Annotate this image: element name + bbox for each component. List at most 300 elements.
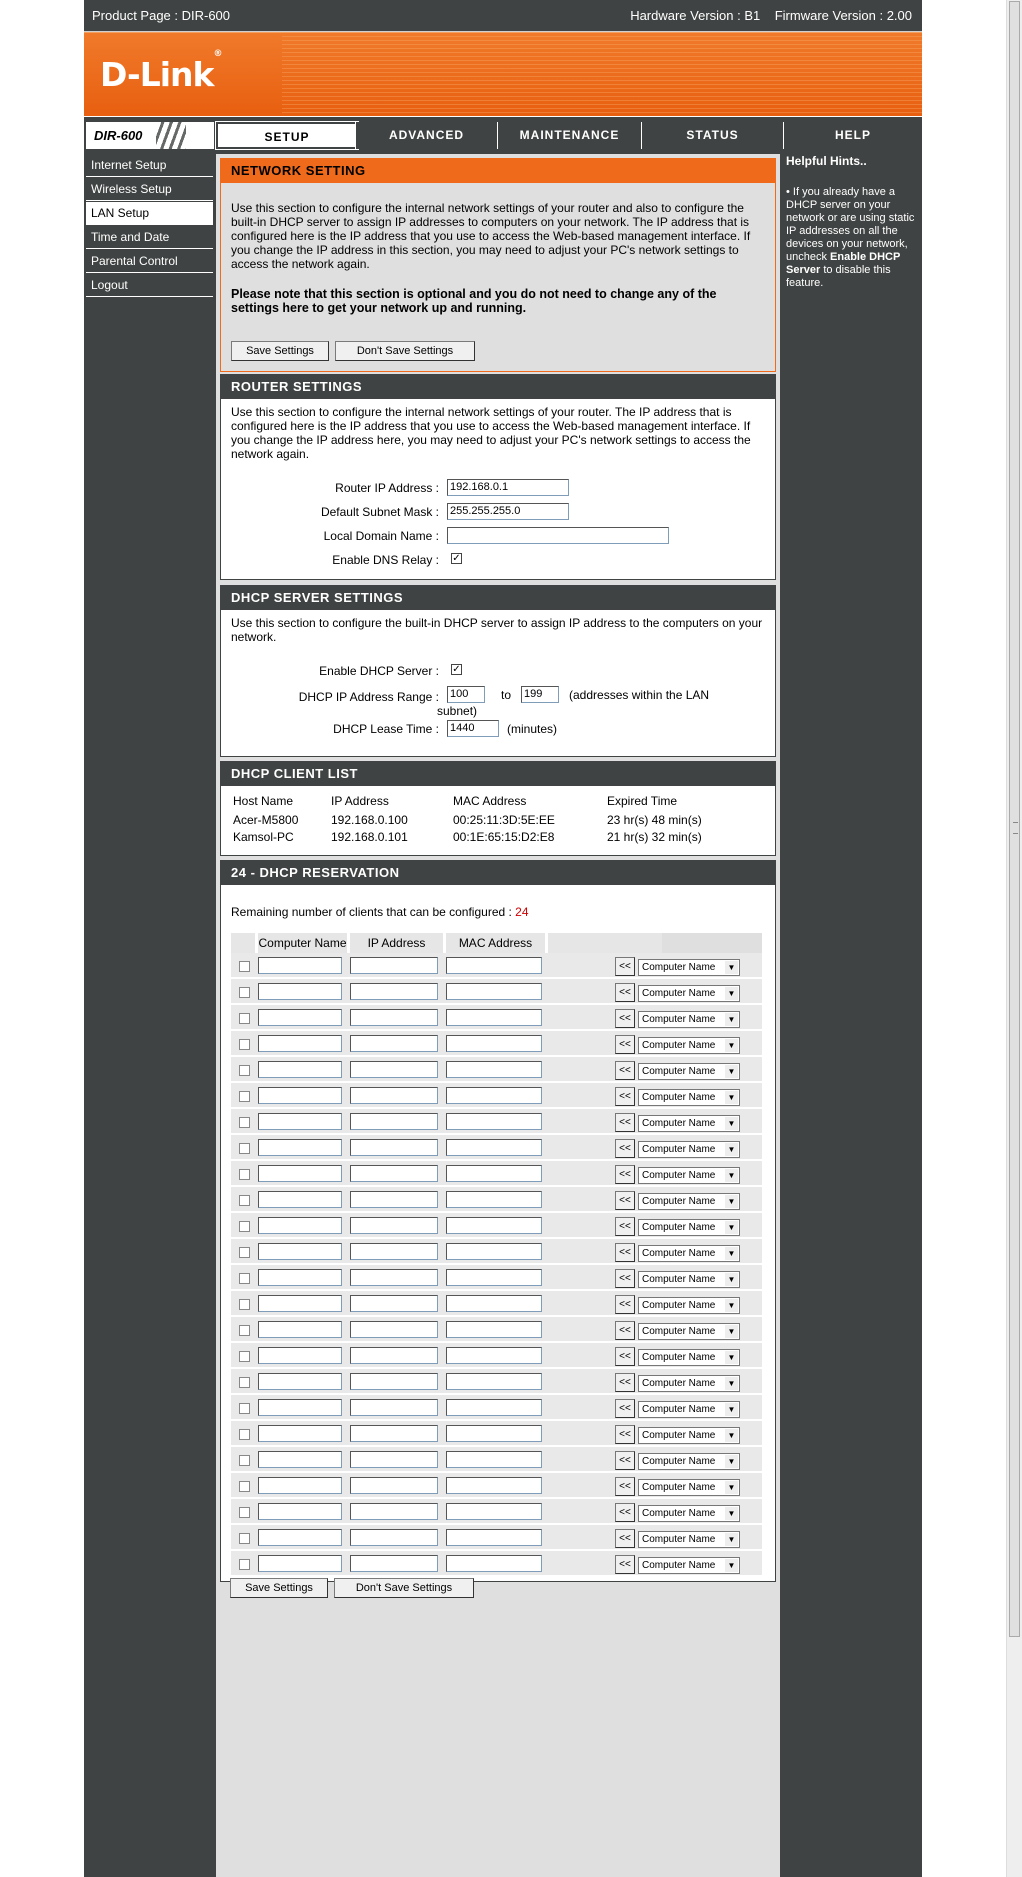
computer-name-select-value: Computer Name (642, 1144, 716, 1155)
dlink-logo: D-Link® (100, 49, 222, 94)
reservation-computer-name-input[interactable] (258, 1191, 342, 1208)
router-ip-label: Router IP Address : (335, 481, 439, 495)
reservation-row (231, 1265, 762, 1291)
computer-name-select[interactable] (638, 1297, 740, 1314)
dont-save-settings-button-bottom[interactable]: Don't Save Settings (334, 1578, 474, 1598)
reservation-computer-name-input[interactable] (258, 1451, 342, 1468)
computer-name-select[interactable] (638, 1505, 740, 1522)
dns-relay-checkbox[interactable]: ✓ (452, 553, 461, 564)
reservation-row (231, 1473, 762, 1499)
reservation-enable-checkbox[interactable] (239, 1429, 250, 1440)
dhcp-server-title: DHCP SERVER SETTINGS (221, 586, 775, 610)
chevron-down-icon: ▼ (725, 1013, 738, 1026)
reservation-enable-checkbox[interactable] (239, 1247, 250, 1258)
vertical-scrollbar[interactable] (1006, 0, 1022, 1877)
chevron-down-icon: ▼ (725, 1507, 738, 1520)
dont-save-settings-button-top[interactable]: Don't Save Settings (335, 341, 475, 361)
lease-time-unit: (minutes) (507, 722, 558, 736)
reservation-row (231, 979, 762, 1005)
chevron-down-icon: ▼ (725, 1403, 738, 1416)
reservation-row (231, 1291, 762, 1317)
dhcp-range-to: to (501, 688, 512, 702)
subnet-mask-label: Default Subnet Mask : (320, 505, 439, 519)
sidebar-item-parental-control[interactable]: Parental Control (86, 250, 213, 273)
reservation-computer-name-input[interactable] (258, 1555, 342, 1572)
reservation-mac-input[interactable] (446, 1373, 542, 1390)
reservation-row (231, 1109, 762, 1135)
scrollbar-grip (1013, 822, 1018, 834)
version-info (630, 8, 912, 23)
chevron-down-icon: ▼ (725, 1273, 738, 1286)
computer-name-select-value: Computer Name (642, 1014, 716, 1025)
reservation-col-mac: MAC Address (446, 933, 548, 953)
computer-name-select-value: Computer Name (642, 1196, 716, 1207)
computer-name-select[interactable] (638, 1245, 740, 1262)
computer-name-select-value: Computer Name (642, 1092, 716, 1103)
computer-name-select-value: Computer Name (642, 1508, 716, 1519)
copy-arrow-button[interactable]: << (615, 1035, 635, 1054)
client-row-2-ip: 192.168.0.101 (331, 830, 408, 844)
reservation-mac-input[interactable] (446, 1217, 542, 1234)
reservation-row (231, 1395, 762, 1421)
copy-arrow-button[interactable]: << (615, 1217, 635, 1236)
dhcp-range-label: DHCP IP Address Range : (298, 690, 439, 704)
dhcp-range-end-input[interactable]: 199 (521, 686, 559, 703)
computer-name-select-value: Computer Name (642, 1118, 716, 1129)
enable-dhcp-label: Enable DHCP Server : (319, 664, 439, 678)
remaining-clients-label: Remaining number of clients that can be configured : (231, 905, 516, 919)
reservation-enable-checkbox[interactable] (239, 1169, 250, 1180)
sidebar-item-lan-setup[interactable]: LAN Setup (86, 202, 213, 225)
reservation-mac-input[interactable] (446, 1061, 542, 1078)
dhcp-client-list-section (220, 761, 776, 856)
copy-arrow-button[interactable]: << (615, 1243, 635, 1262)
reservation-row (231, 1213, 762, 1239)
chevron-down-icon: ▼ (725, 1377, 738, 1390)
client-row-1-mac: 00:25:11:3D:5E:EE (453, 813, 555, 827)
reservation-enable-checkbox[interactable] (239, 1403, 250, 1414)
copy-arrow-button[interactable]: << (615, 1191, 635, 1210)
reservation-ip-input[interactable] (350, 1087, 438, 1104)
reservation-ip-input[interactable] (350, 1035, 438, 1052)
reservation-computer-name-input[interactable] (258, 1425, 342, 1442)
chevron-down-icon: ▼ (725, 1325, 738, 1338)
dns-relay-label: Enable DNS Relay : (332, 553, 439, 567)
tab-maintenance[interactable]: MAINTENANCE (497, 122, 641, 149)
reservation-mac-input[interactable] (446, 1555, 542, 1572)
computer-name-select-value: Computer Name (642, 1482, 716, 1493)
sidebar-item-internet-setup[interactable]: Internet Setup (86, 154, 213, 177)
reservation-row (231, 1421, 762, 1447)
client-col-ip: IP Address (331, 794, 389, 808)
computer-name-select[interactable] (638, 1271, 740, 1288)
computer-name-select[interactable] (638, 1531, 740, 1548)
chevron-down-icon: ▼ (725, 1533, 738, 1546)
computer-name-select[interactable] (638, 1219, 740, 1236)
reservation-enable-checkbox[interactable] (239, 1039, 250, 1050)
chevron-down-icon: ▼ (725, 987, 738, 1000)
reservation-computer-name-input[interactable] (258, 1373, 342, 1390)
reservation-table-header (231, 933, 762, 953)
reservation-ip-input[interactable] (350, 1477, 438, 1494)
router-settings-description: Use this section to configure the internal network settings of your router. The IP address that is configured here is the IP address that you use to access the Web-based management interface. If you change the IP address here, you may need to adjust your PC's network settings to access the network again. (231, 405, 751, 461)
reservation-mac-input[interactable] (446, 1191, 542, 1208)
reservation-col-check (231, 933, 258, 953)
main-content (216, 154, 780, 1877)
enable-dhcp-checkbox[interactable]: ✓ (452, 664, 461, 675)
reservation-computer-name-input[interactable] (258, 1269, 342, 1286)
reservation-row (231, 1239, 762, 1265)
copy-arrow-button[interactable]: << (615, 1529, 635, 1548)
computer-name-select[interactable] (638, 1089, 740, 1106)
reservation-computer-name-input[interactable] (258, 1165, 342, 1182)
computer-name-select-value: Computer Name (642, 1040, 716, 1051)
help-title: Helpful Hints.. (786, 154, 867, 168)
sidebar-item-time-and-date[interactable]: Time and Date (86, 226, 213, 249)
dhcp-client-list-title: DHCP CLIENT LIST (221, 762, 775, 786)
reservation-mac-input[interactable] (446, 1139, 542, 1156)
reservation-computer-name-input[interactable] (258, 1243, 342, 1260)
copy-arrow-button[interactable]: << (615, 1477, 635, 1496)
chevron-down-icon: ▼ (725, 1065, 738, 1078)
reservation-mac-input[interactable] (446, 1321, 542, 1338)
reservation-row (231, 1161, 762, 1187)
computer-name-select[interactable] (638, 985, 740, 1002)
computer-name-select-value: Computer Name (642, 1560, 716, 1571)
router-settings-title: ROUTER SETTINGS (221, 375, 775, 399)
copy-arrow-button[interactable]: << (615, 1061, 635, 1080)
reservation-mac-input[interactable] (446, 1425, 542, 1442)
reservation-computer-name-input[interactable] (258, 1061, 342, 1078)
computer-name-select[interactable] (638, 1479, 740, 1496)
reservation-ip-input[interactable] (350, 1529, 438, 1546)
local-domain-input[interactable] (447, 527, 669, 544)
dhcp-reservation-title: 24 - DHCP RESERVATION (221, 861, 775, 885)
client-col-expired: Expired Time (607, 794, 678, 808)
reservation-mac-input[interactable] (446, 957, 542, 974)
chevron-down-icon: ▼ (725, 1143, 738, 1156)
reservation-enable-checkbox[interactable] (239, 1273, 250, 1284)
reservation-enable-checkbox[interactable] (239, 1455, 250, 1466)
sidebar-item-wireless-setup[interactable]: Wireless Setup (86, 178, 213, 201)
lease-time-label: DHCP Lease Time : (333, 722, 439, 736)
reservation-row (231, 1499, 762, 1525)
computer-name-select[interactable] (638, 1453, 740, 1470)
reservation-ip-input[interactable] (350, 1399, 438, 1416)
computer-name-select-value: Computer Name (642, 1066, 716, 1077)
computer-name-select-value: Computer Name (642, 988, 716, 999)
reservation-mac-input[interactable] (446, 1035, 542, 1052)
computer-name-select-value: Computer Name (642, 1222, 716, 1233)
reservation-enable-checkbox[interactable] (239, 1533, 250, 1544)
computer-name-select-value: Computer Name (642, 1300, 716, 1311)
reservation-computer-name-input[interactable] (258, 1087, 342, 1104)
reservation-enable-checkbox[interactable] (239, 1559, 250, 1570)
reservation-ip-input[interactable] (350, 1061, 438, 1078)
reservation-computer-name-input[interactable] (258, 1113, 342, 1130)
reservation-col-ip: IP Address (350, 933, 446, 953)
help-panel (784, 154, 922, 290)
network-setting-description: Use this section to configure the internal network settings of your router and also to configure the built-in DHCP server to assign IP addresses to computers on your network. The IP address that is configured here is the IP address that you use to access the Web-based management interface. If you change the IP address in this section, you may need to adjust your PC's network settings to access the network again. (231, 201, 751, 271)
reservation-enable-checkbox[interactable] (239, 1299, 250, 1310)
reservation-computer-name-input[interactable] (258, 1295, 342, 1312)
reservation-ip-input[interactable] (350, 1243, 438, 1260)
reservation-computer-name-input[interactable] (258, 1529, 342, 1546)
reservation-mac-input[interactable] (446, 1165, 542, 1182)
chevron-down-icon: ▼ (725, 1091, 738, 1104)
chevron-down-icon: ▼ (725, 1195, 738, 1208)
computer-name-select[interactable] (638, 1037, 740, 1054)
computer-name-select[interactable] (638, 1141, 740, 1158)
reservation-ip-input[interactable] (350, 1321, 438, 1338)
computer-name-select[interactable] (638, 1375, 740, 1392)
copy-arrow-button[interactable]: << (615, 1347, 635, 1366)
reservation-computer-name-input[interactable] (258, 1503, 342, 1520)
computer-name-select-value: Computer Name (642, 1456, 716, 1467)
chevron-down-icon: ▼ (725, 1039, 738, 1052)
client-col-mac: MAC Address (453, 794, 527, 808)
chevron-down-icon: ▼ (725, 1117, 738, 1130)
reservation-enable-checkbox[interactable] (239, 1195, 250, 1206)
reservation-ip-input[interactable] (350, 1451, 438, 1468)
router-ip-input[interactable]: 192.168.0.1 (447, 479, 569, 496)
save-settings-button-top[interactable]: Save Settings (231, 341, 329, 361)
reservation-computer-name-input[interactable] (258, 1477, 342, 1494)
copy-arrow-button[interactable]: << (615, 1087, 635, 1106)
dhcp-server-section (220, 585, 776, 757)
reservation-row (231, 1135, 762, 1161)
reservation-ip-input[interactable] (350, 1269, 438, 1286)
reservation-enable-checkbox[interactable] (239, 1117, 250, 1128)
reservation-row (231, 1057, 762, 1083)
router-settings-section (220, 374, 776, 580)
client-row-2-expired: 21 hr(s) 32 min(s) (607, 830, 702, 844)
copy-arrow-button[interactable]: << (615, 1451, 635, 1470)
copy-arrow-button[interactable]: << (615, 1399, 635, 1418)
banner-stripes (282, 33, 922, 116)
client-row-1-expired: 23 hr(s) 48 min(s) (607, 813, 702, 827)
client-row-2-mac: 00:1E:65:15:D2:E8 (453, 830, 555, 844)
computer-name-select[interactable] (638, 1323, 740, 1340)
save-settings-button-bottom[interactable]: Save Settings (230, 1578, 328, 1598)
computer-name-select[interactable] (638, 1063, 740, 1080)
copy-arrow-button[interactable]: << (615, 1373, 635, 1392)
reservation-ip-input[interactable] (350, 957, 438, 974)
computer-name-select[interactable] (638, 1427, 740, 1444)
firmware-version: Firmware Version : 2.00 (774, 8, 912, 23)
chevron-down-icon: ▼ (725, 1481, 738, 1494)
copy-arrow-button[interactable]: << (615, 1295, 635, 1314)
chevron-down-icon: ▼ (725, 1429, 738, 1442)
copy-arrow-button[interactable]: << (615, 1269, 635, 1288)
client-col-host: Host Name (233, 794, 294, 808)
reservation-ip-input[interactable] (350, 1113, 438, 1130)
client-row-2-host: Kamsol-PC (233, 830, 294, 844)
reservation-row (231, 1187, 762, 1213)
reservation-mac-input[interactable] (446, 1347, 542, 1364)
reservation-ip-input[interactable] (350, 1425, 438, 1442)
reservation-computer-name-input[interactable] (258, 1009, 342, 1026)
chevron-down-icon: ▼ (725, 1559, 738, 1572)
reservation-computer-name-input[interactable] (258, 983, 342, 1000)
tab-help[interactable]: HELP (783, 122, 922, 149)
product-page-label: Product Page : DIR-600 (92, 8, 231, 23)
computer-name-select-value: Computer Name (642, 1326, 716, 1337)
sidebar-item-logout[interactable]: Logout (86, 274, 213, 297)
reservation-rows (231, 953, 762, 1577)
reservation-row (231, 953, 762, 979)
copy-arrow-button[interactable]: << (615, 1139, 635, 1158)
sidebar (86, 154, 213, 298)
reservation-mac-input[interactable] (446, 983, 542, 1000)
reservation-enable-checkbox[interactable] (239, 987, 250, 998)
computer-name-select[interactable] (638, 959, 740, 976)
reservation-enable-checkbox[interactable] (239, 1091, 250, 1102)
computer-name-select-value: Computer Name (642, 962, 716, 973)
chevron-down-icon: ▼ (725, 1351, 738, 1364)
lease-time-input[interactable]: 1440 (447, 720, 499, 737)
brand-banner (84, 32, 922, 117)
reservation-row (231, 1005, 762, 1031)
remaining-clients-value: 24 (515, 905, 529, 919)
computer-name-select-value: Computer Name (642, 1404, 716, 1415)
reservation-computer-name-input[interactable] (258, 1347, 342, 1364)
network-setting-note: Please note that this section is optional and you do not need to change any of the settings here to get your network up and running. (231, 287, 717, 315)
client-row-1-ip: 192.168.0.100 (331, 813, 408, 827)
copy-arrow-button[interactable]: << (615, 1321, 635, 1340)
computer-name-select-value: Computer Name (642, 1352, 716, 1363)
reservation-ip-input[interactable] (350, 1503, 438, 1520)
reservation-computer-name-input[interactable] (258, 1217, 342, 1234)
computer-name-select-value: Computer Name (642, 1378, 716, 1389)
reservation-row (231, 1083, 762, 1109)
reservation-table (231, 933, 762, 1577)
reservation-mac-input[interactable] (446, 1451, 542, 1468)
reservation-enable-checkbox[interactable] (239, 1013, 250, 1024)
copy-arrow-button[interactable]: << (615, 957, 635, 976)
tab-status[interactable]: STATUS (641, 122, 783, 149)
chevron-down-icon: ▼ (725, 1169, 738, 1182)
hardware-version: Hardware Version : B1 (630, 8, 761, 23)
reservation-mac-input[interactable] (446, 1503, 542, 1520)
chevron-down-icon: ▼ (725, 1247, 738, 1260)
reservation-mac-input[interactable] (446, 1087, 542, 1104)
reservation-row (231, 1551, 762, 1577)
reservation-enable-checkbox[interactable] (239, 1325, 250, 1336)
computer-name-select[interactable] (638, 1115, 740, 1132)
reservation-enable-checkbox[interactable] (239, 1221, 250, 1232)
reservation-computer-name-input[interactable] (258, 1399, 342, 1416)
reservation-ip-input[interactable] (350, 1347, 438, 1364)
copy-arrow-button[interactable]: << (615, 983, 635, 1002)
reservation-mac-input[interactable] (446, 1477, 542, 1494)
network-setting-section (220, 158, 776, 372)
computer-name-select[interactable] (638, 1193, 740, 1210)
top-info-bar (84, 0, 922, 32)
model-badge (86, 122, 214, 149)
computer-name-select[interactable] (638, 1349, 740, 1366)
copy-arrow-button[interactable]: << (615, 1165, 635, 1184)
reservation-row (231, 1317, 762, 1343)
reservation-mac-input[interactable] (446, 1113, 542, 1130)
computer-name-select-value: Computer Name (642, 1274, 716, 1285)
reservation-computer-name-input[interactable] (258, 1321, 342, 1338)
reservation-enable-checkbox[interactable] (239, 1377, 250, 1388)
reservation-enable-checkbox[interactable] (239, 1065, 250, 1076)
reservation-mac-input[interactable] (446, 1243, 542, 1260)
copy-arrow-button[interactable]: << (615, 1503, 635, 1522)
dhcp-range-note-subnet: subnet) (437, 704, 478, 718)
reservation-mac-input[interactable] (446, 1529, 542, 1546)
client-row-1-host: Acer-M5800 (233, 813, 299, 827)
reservation-mac-input[interactable] (446, 1399, 542, 1416)
chevron-down-icon: ▼ (725, 1221, 738, 1234)
reservation-ip-input[interactable] (350, 983, 438, 1000)
chevron-down-icon: ▼ (725, 1455, 738, 1468)
reservation-ip-input[interactable] (350, 1191, 438, 1208)
computer-name-select[interactable] (638, 1011, 740, 1028)
computer-name-select[interactable] (638, 1557, 740, 1574)
computer-name-select-value: Computer Name (642, 1248, 716, 1259)
reservation-enable-checkbox[interactable] (239, 1481, 250, 1492)
reservation-row (231, 1447, 762, 1473)
subnet-mask-input[interactable]: 255.255.255.0 (447, 503, 569, 520)
copy-arrow-button[interactable]: << (615, 1113, 635, 1132)
reservation-row (231, 1525, 762, 1551)
dhcp-server-description: Use this section to configure the built-in DHCP server to assign IP address to the computers on your network. (231, 616, 763, 644)
reservation-ip-input[interactable] (350, 1555, 438, 1572)
reservation-mac-input[interactable] (446, 1269, 542, 1286)
reservation-enable-checkbox[interactable] (239, 961, 250, 972)
tab-setup[interactable]: SETUP (216, 122, 358, 149)
reservation-enable-checkbox[interactable] (239, 1507, 250, 1518)
main-nav (84, 121, 922, 151)
reservation-computer-name-input[interactable] (258, 957, 342, 974)
scrollbar-thumb[interactable] (1009, 1, 1020, 1637)
reservation-ip-input[interactable] (350, 1165, 438, 1182)
reservation-enable-checkbox[interactable] (239, 1143, 250, 1154)
copy-arrow-button[interactable]: << (615, 1009, 635, 1028)
reservation-mac-input[interactable] (446, 1295, 542, 1312)
reservation-computer-name-input[interactable] (258, 1139, 342, 1156)
remaining-clients (231, 905, 529, 919)
network-setting-title: NETWORK SETTING (221, 159, 775, 183)
reservation-row (231, 1031, 762, 1057)
reservation-ip-input[interactable] (350, 1373, 438, 1390)
model-slashes (156, 122, 186, 149)
tab-advanced[interactable]: ADVANCED (355, 122, 497, 149)
computer-name-select-value: Computer Name (642, 1430, 716, 1441)
reservation-enable-checkbox[interactable] (239, 1351, 250, 1362)
copy-arrow-button[interactable]: << (615, 1425, 635, 1444)
reservation-mac-input[interactable] (446, 1009, 542, 1026)
reservation-row (231, 1369, 762, 1395)
reservation-ip-input[interactable] (350, 1139, 438, 1156)
help-text: • If you already have a DHCP server on your network or are using static IP addresses on all the devices on your network, uncheck Enable DHCP Server to disable this feature. (786, 186, 915, 289)
reservation-ip-input[interactable] (350, 1295, 438, 1312)
chevron-down-icon: ▼ (725, 961, 738, 974)
copy-arrow-button[interactable]: << (615, 1555, 635, 1574)
reservation-ip-input[interactable] (350, 1217, 438, 1234)
computer-name-select[interactable] (638, 1401, 740, 1418)
reservation-col-actions (548, 933, 662, 953)
computer-name-select-value: Computer Name (642, 1170, 716, 1181)
reservation-ip-input[interactable] (350, 1009, 438, 1026)
computer-name-select[interactable] (638, 1167, 740, 1184)
reservation-computer-name-input[interactable] (258, 1035, 342, 1052)
dhcp-range-start-input[interactable]: 100 (447, 686, 485, 703)
local-domain-label: Local Domain Name : (323, 529, 439, 543)
